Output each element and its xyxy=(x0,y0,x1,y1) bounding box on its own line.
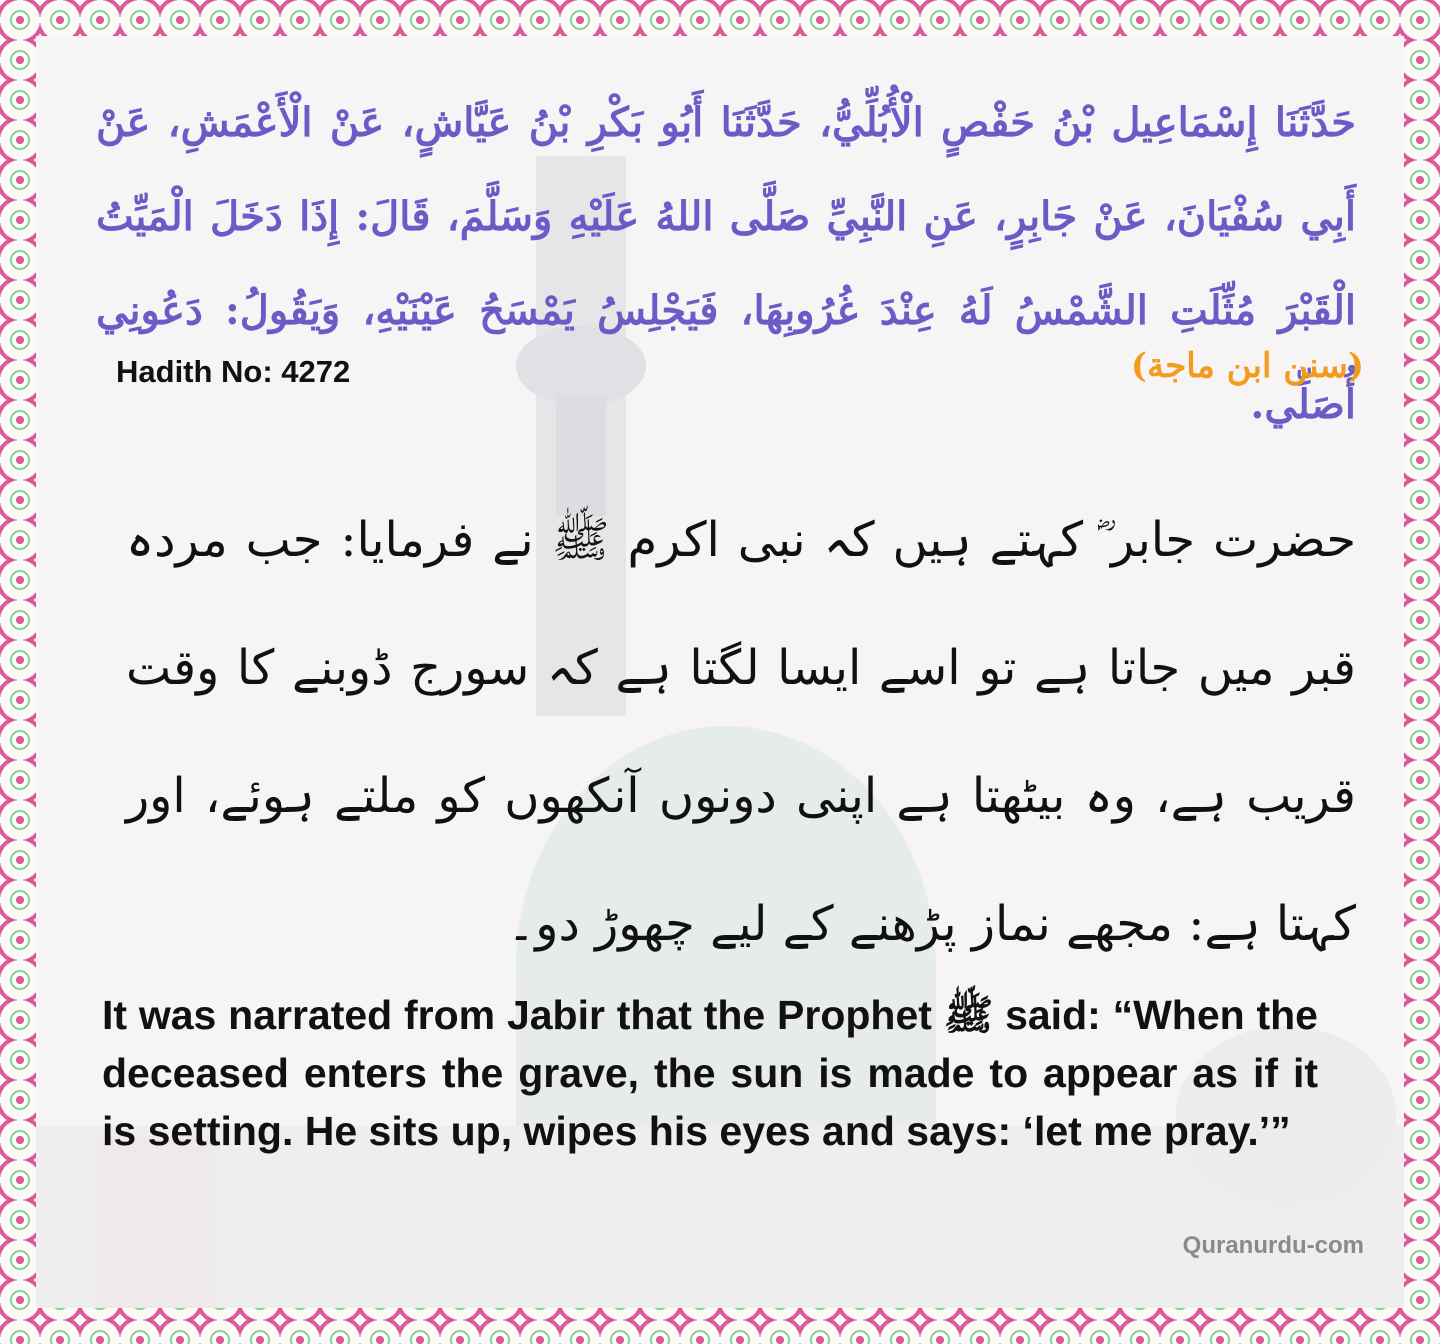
site-watermark: Quranurdu-com xyxy=(1182,1232,1364,1259)
english-translation-text: It was narrated from Jabir that the Prophet ﷺ said: “When the deceased enters the grave, the sun is made to appear as if it is setting. He sits up, wipes his eyes and says: ‘let me pray.’” xyxy=(102,992,1318,1154)
content-panel xyxy=(36,36,1404,1308)
arabic-hadith-text: حَدَّثَنَا إِسْمَاعِيل بْنُ حَفْصٍ الْأُبُلِّيُّ، حَدَّثَنَا أَبُو بَكْرِ بْنُ عَيَّاشٍ، عَنْ الْأَعْمَشِ، عَنْ أَبِي سُفْيَانَ، عَنْ جَابِرٍ، عَنِ النَّبِيِّ صَلَّى اللهُ عَلَيْهِ وَسَلَّمَ، قَالَ: إِذَا دَخَلَ الْمَيِّتُ الْقَبْرَ مُثِّلَتِ الشَّمْسُ لَهُ عِنْدَ غُرُوبِهَا، فَيَجْلِسُ يَمْسَحُ عَيْنَيْهِ، وَيَقُولُ: دَعُونِي أُصَلِّي. xyxy=(96,99,1356,428)
urdu-translation-text: حضرت جابر ؓ کہتے ہیں کہ نبی اکرم ﷺ نے فرمایا: جب مردہ قبر میں جاتا ہے تو اسے ایسا لگتا ہے کہ سورج ڈوبنے کا وقت قریب ہے، وہ بیٹھتا ہے اپنی دونوں آنکھوں کو ملتے ہوئے، اور کہتا ہے: مجھے نماز پڑھنے کے لیے چھوڑ دو۔ xyxy=(126,512,1357,952)
source-label: (سنن ابن ماجة) xyxy=(1130,346,1364,386)
hadith-number-label: Hadith No: 4272 xyxy=(116,354,351,389)
